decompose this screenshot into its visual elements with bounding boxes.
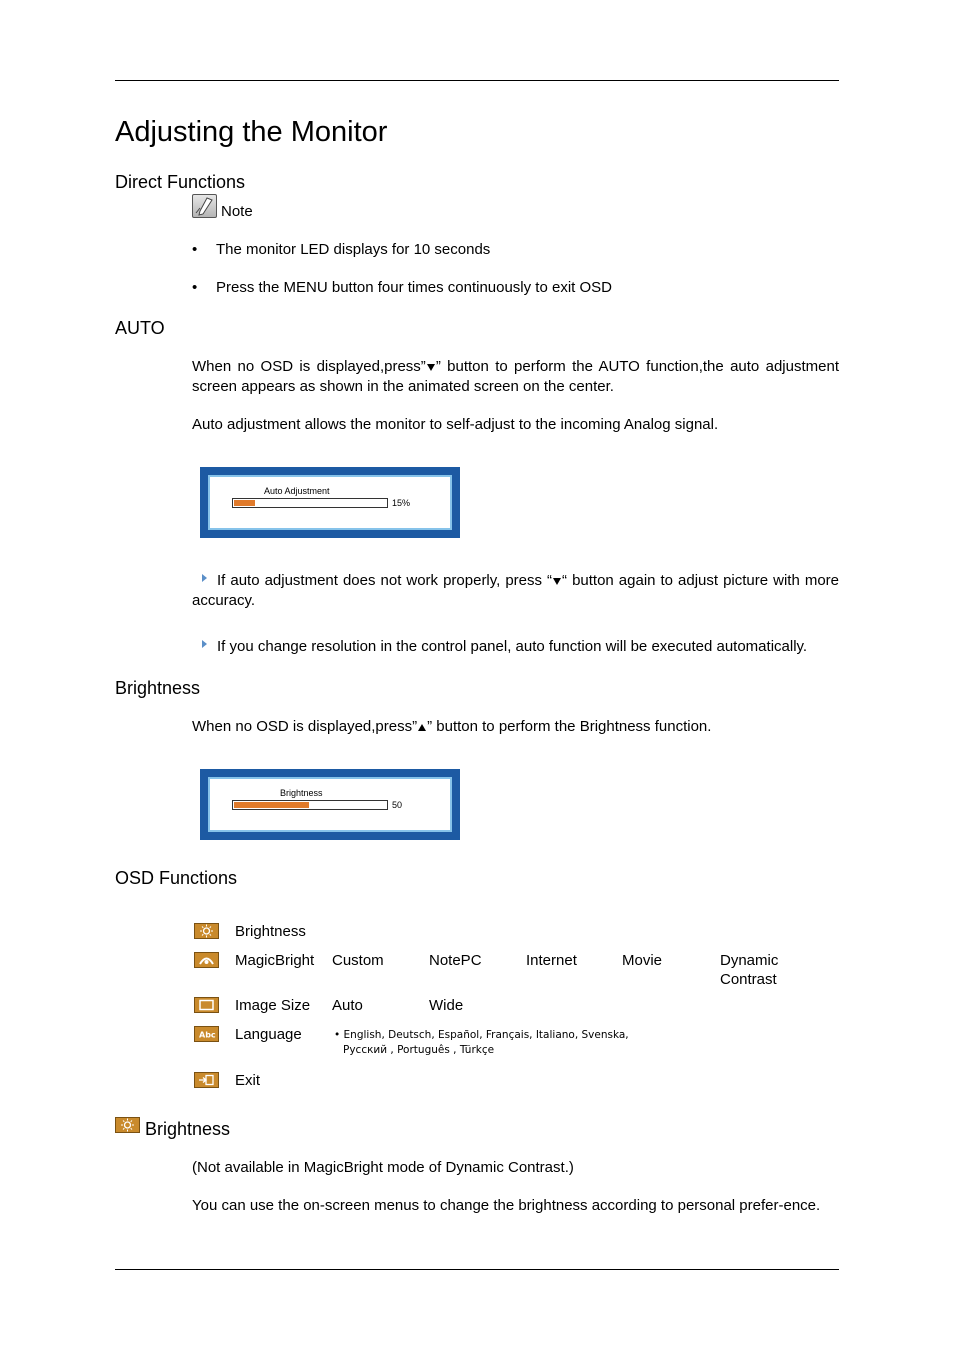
note-text: .) xyxy=(564,1159,574,1176)
brightness-text-a: When no OSD is displayed,press” xyxy=(192,718,418,735)
image-size-option: Auto xyxy=(332,997,363,1014)
tip-arrow-icon xyxy=(202,640,207,648)
tip-text-b: “ button again to adjust picture with more accuracy. xyxy=(192,572,840,609)
tip-arrow-icon xyxy=(202,574,207,582)
svg-text:Abc: Abc xyxy=(199,1030,216,1040)
note-text: (Not available in xyxy=(192,1159,304,1176)
progress-bar xyxy=(232,800,388,810)
auto-description: Auto adjustment allows the monitor to self-adjust to the incoming Analog signal. xyxy=(192,416,719,433)
bullet-text: The monitor LED displays for 10 seconds xyxy=(216,241,491,258)
progress-value: 15% xyxy=(392,498,411,508)
section-heading-brightness-osd: Brightness xyxy=(145,1119,231,1139)
brightness-description: You can use the on-screen menus to change the brightness according to personal prefer-ence. xyxy=(192,1197,821,1214)
auto-tip xyxy=(192,637,839,657)
up-arrow-icon xyxy=(418,724,426,731)
list-item: • Press the MENU button four times continuously to exit OSD xyxy=(192,279,612,296)
tip-text: If you change resolution in the control panel, auto function will be executed automatically. xyxy=(217,638,808,655)
osd-menu-brightness: Brightness xyxy=(235,923,306,940)
magicbright-option: Dynamic Contrast xyxy=(720,952,779,988)
magicbright-option: Internet xyxy=(526,952,577,969)
note-label: Note xyxy=(221,203,253,220)
section-heading-direct-functions: Direct Functions xyxy=(115,172,246,192)
section-heading-osd-functions: OSD Functions xyxy=(115,868,238,888)
osd-menu-image-size: Image Size xyxy=(235,997,311,1014)
top-rule xyxy=(115,80,839,81)
progress-fill xyxy=(234,500,255,506)
language-text: Русский , Português , Türkçe xyxy=(343,1044,495,1056)
osd-menu-language: Language xyxy=(235,1026,302,1043)
sun-icon xyxy=(115,1117,140,1133)
bullet: • xyxy=(334,1029,344,1041)
brightness-text-b: ” button to perform the Brightness function. xyxy=(427,718,712,735)
image-size-icon xyxy=(194,997,219,1013)
image-size-option: Wide xyxy=(429,997,464,1014)
list-item: • The monitor LED displays for 10 seconds xyxy=(192,241,491,258)
brightness-osd xyxy=(200,769,460,840)
brightness-availability-note xyxy=(192,1158,839,1178)
auto-tip xyxy=(192,571,839,611)
term-dynamic-contrast: Dynamic Contrast xyxy=(445,1159,565,1176)
language-options xyxy=(334,1028,629,1058)
exit-icon xyxy=(194,1072,219,1088)
osd-panel xyxy=(208,475,452,530)
auto-text-a: When no OSD is displayed,press” xyxy=(192,358,426,375)
progress-bar xyxy=(232,498,388,508)
page-title: Adjusting the Monitor xyxy=(115,116,388,148)
section-heading-brightness: Brightness xyxy=(115,678,201,698)
brightness-paragraph xyxy=(192,717,839,737)
magicbright-option: Movie xyxy=(622,952,663,969)
language-icon xyxy=(194,1026,219,1042)
auto-text-b: ” button to perform the AUTO function,the auto adjustment screen appears as shown in the animated screen on the center. xyxy=(192,358,839,395)
sun-icon xyxy=(194,923,219,939)
note-text: mode of xyxy=(382,1159,446,1176)
osd-panel xyxy=(208,777,452,832)
down-arrow-icon xyxy=(553,578,561,585)
language-text: English, Deutsch, Español, Français, Italiano, Svenska, xyxy=(343,1029,629,1041)
language-options-line xyxy=(334,1028,629,1043)
magicbright-option: Custom xyxy=(332,952,384,969)
term-magicbright: MagicBright xyxy=(303,1159,383,1176)
magicbright-icon xyxy=(194,952,219,968)
section-heading-auto: AUTO xyxy=(115,318,165,338)
magicbright-option: NotePC xyxy=(429,952,482,969)
language-options-line xyxy=(334,1043,629,1058)
osd-menu-exit: Exit xyxy=(235,1072,261,1089)
osd-label: Auto Adjustment xyxy=(264,486,330,496)
auto-adjustment-osd xyxy=(200,467,460,538)
progress-value: 50 xyxy=(392,800,403,810)
bottom-rule xyxy=(115,1269,839,1270)
osd-label: Brightness xyxy=(280,788,323,798)
down-arrow-icon xyxy=(427,364,435,371)
tip-text-a: If auto adjustment does not work properly, press “ xyxy=(217,572,553,589)
osd-menu-magicbright: MagicBright xyxy=(235,952,315,969)
auto-paragraph xyxy=(192,357,839,397)
bullet-text: Press the MENU button four times continuously to exit OSD xyxy=(216,279,612,296)
note-icon xyxy=(192,194,217,218)
progress-fill xyxy=(234,802,309,808)
